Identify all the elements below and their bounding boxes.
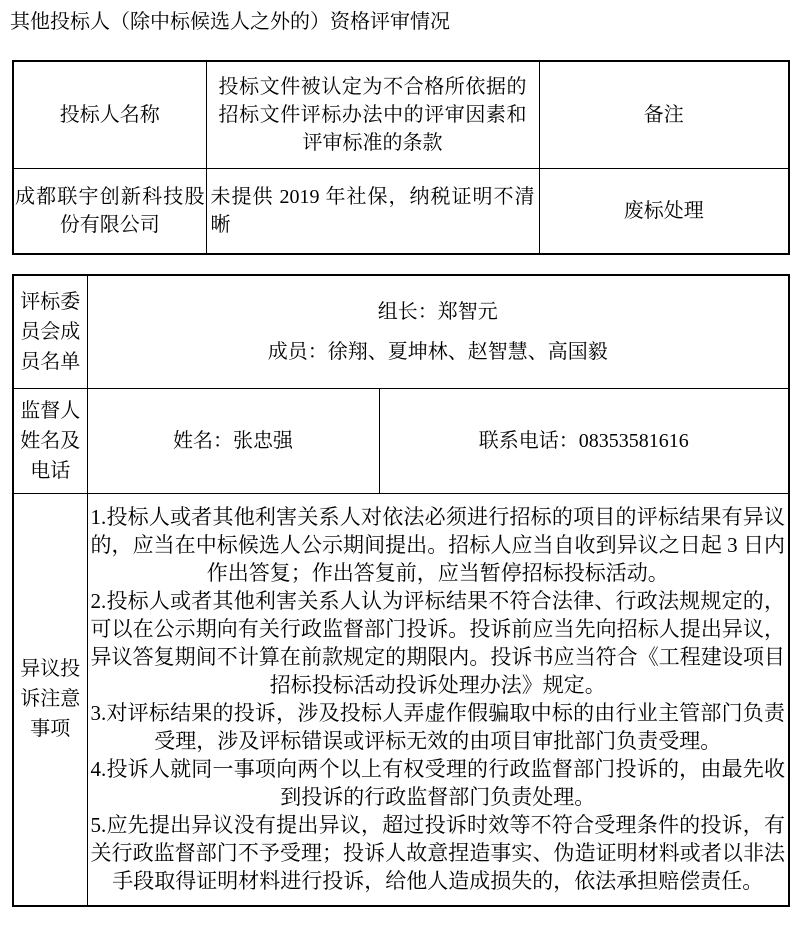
supervisor-name-cell: 姓名：张忠强 [87,388,379,493]
committee-members: 成员：徐翔、夏坤林、赵智慧、高国毅 [267,340,608,363]
table-row [13,168,789,254]
notice-label: 异议投诉注意事项 [13,493,87,906]
supervisor-label: 监督人姓名及电话 [13,388,87,493]
notice-item-1: 1.投标人或者其他利害关系人对依法必须进行招标的项目的评标结果有异议的，应当在中标候选人公示期间提出。招标人应当自收到异议之日起 3 日内作出答复；作出答复前，应当暂停招标投标活动。 [90,505,785,586]
rejected-bidders-table [12,60,790,255]
notice-item-5: 5.应先提出异议没有提出异议，超过投诉时效等不符合受理条件的投诉，有关行政监督部门不予受理；投诉人故意捏造事实、伪造证明材料或者以非法手段取得证明材料进行投诉，给他人造成损失的，依法承担赔偿责任。 [90,813,785,894]
notice-item-4: 4.投诉人就同一事项向两个以上有权受理的行政监督部门投诉的，由最先收到投诉的行政监督部门负责处理。 [90,757,785,810]
table-header-row [13,61,789,168]
notice-item-3: 3.对评标结果的投诉，涉及投标人弄虚作假骗取中标的由行业主管部门负责受理，涉及评标错误或评标无效的由项目审批部门负责受理。 [90,701,785,754]
header-rejection-basis: 投标文件被认定为不合格所依据的招标文件评标办法中的评审因素和评审标准的条款 [206,61,539,168]
notice-content-cell [87,493,789,906]
remark-cell: 废标处理 [539,168,789,254]
committee-label: 评标委员会成员名单 [13,275,87,388]
supervisor-row [13,388,789,493]
page-title: 其他投标人（除中标候选人之外的）资格评审情况 [10,11,450,33]
notice-item-2: 2.投标人或者其他利害关系人认为评标结果不符合法律、行政法规规定的，可以在公示期向有关行政监督部门投诉。投诉前应当先向招标人提出异议，异议答复期间不计算在前款规定的期限内。投诉书应当符合《工程建设项目招标投标活动投诉处理办法》规定。 [90,589,785,698]
header-bidder-name: 投标人名称 [13,61,206,168]
committee-members-cell [87,275,789,388]
supervisor-phone-cell: 联系电话：08353581616 [379,388,789,493]
header-remark: 备注 [539,61,789,168]
rejection-reason-cell: 未提供 2019 年社保，纳税证明不清晰 [206,168,539,254]
notice-row [13,493,789,906]
committee-row [13,275,789,388]
committee-leader: 组长：郑智元 [377,300,498,323]
bidder-name-cell: 成都联宇创新科技股份有限公司 [13,168,206,254]
evaluation-info-table [12,274,790,907]
